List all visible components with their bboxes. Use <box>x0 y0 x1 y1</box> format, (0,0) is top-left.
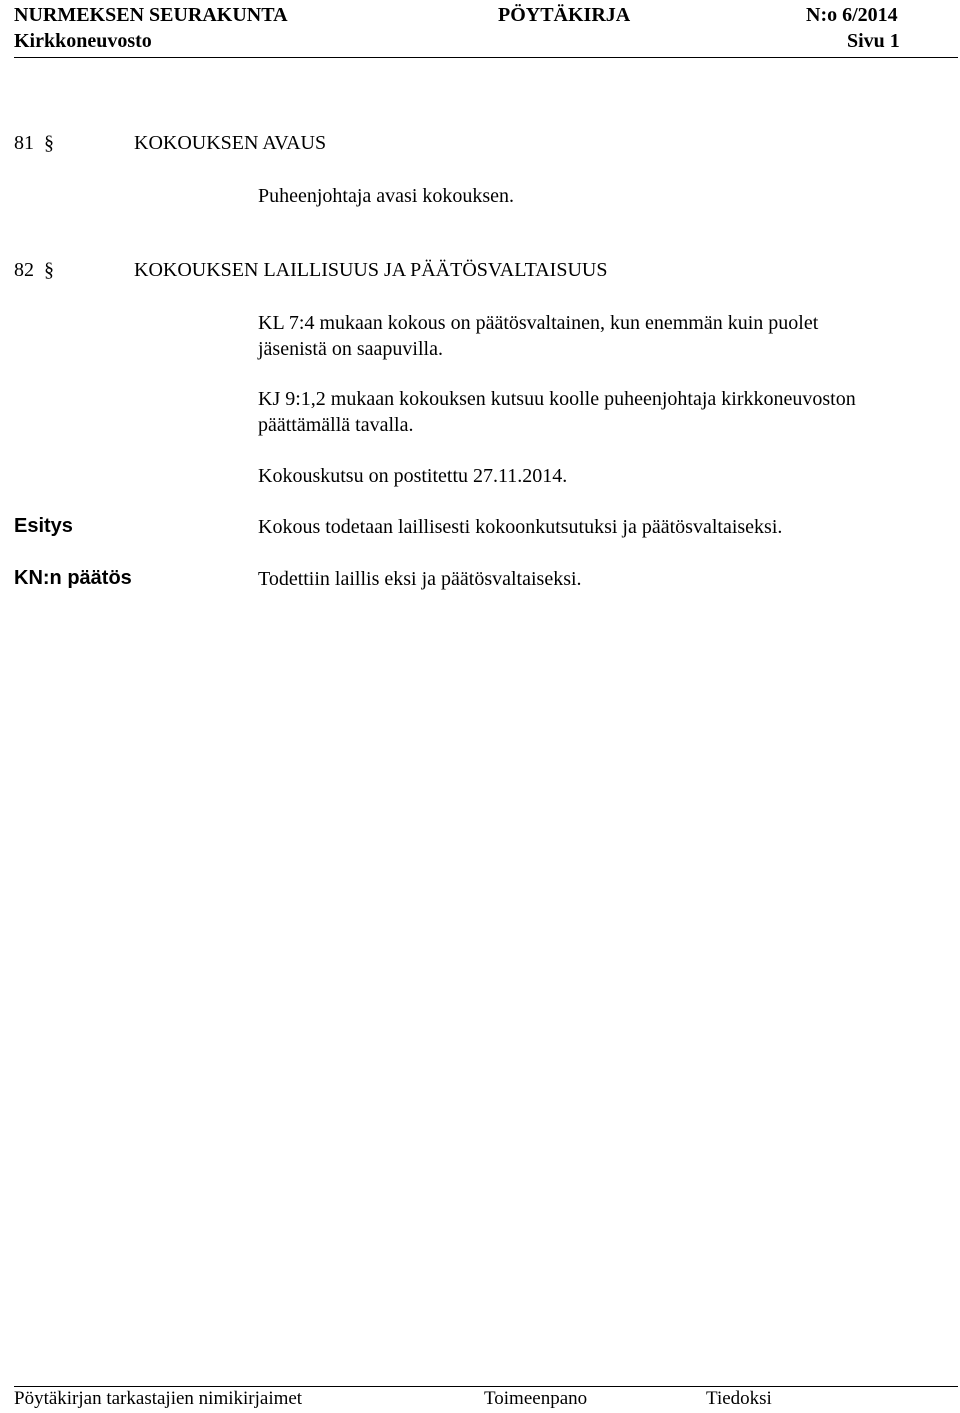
header-divider <box>14 57 958 58</box>
proposal-label: Esitys <box>14 515 73 537</box>
section-81-number: 81 <box>14 132 34 154</box>
section-82-paragraph-line: jäsenistä on saapuvilla. <box>258 338 443 360</box>
section-81-title: KOKOUKSEN AVAUS <box>134 132 327 154</box>
section-82-title: KOKOUKSEN LAILLISUUS JA PÄÄTÖSVALTAISUUS <box>134 259 608 281</box>
section-82-symbol: § <box>44 259 54 281</box>
document-type: PÖYTÄKIRJA <box>498 4 631 26</box>
section-82-paragraph-line: päättämällä tavalla. <box>258 414 414 436</box>
section-82-paragraph-line: KJ 9:1,2 mukaan kokouksen kutsuu koolle puheenjohtaja kirkkoneuvoston <box>258 388 856 410</box>
footer-notice-label: Tiedoksi <box>706 1388 772 1409</box>
proposal-text: Kokous todetaan laillisesti kokoonkutsutuksi ja päätösvaltaiseksi. <box>258 516 783 538</box>
decision-label: KN:n päätös <box>14 567 132 589</box>
footer-execution-label: Toimeenpano <box>484 1388 588 1409</box>
footer-initials-label: Pöytäkirjan tarkastajien nimikirjaimet <box>14 1388 303 1409</box>
footer-divider <box>14 1386 958 1387</box>
section-82-number: 82 <box>14 259 34 281</box>
organization-name: NURMEKSEN SEURAKUNTA <box>14 4 288 26</box>
section-81-paragraph: Puheenjohtaja avasi kokouksen. <box>258 185 515 207</box>
document-number: N:o 6/2014 <box>806 4 898 26</box>
meeting-body-name: Kirkkoneuvosto <box>14 30 152 52</box>
decision-text: Todettiin laillis eksi ja päätösvaltaiseksi. <box>258 568 582 590</box>
section-82-paragraph-line: KL 7:4 mukaan kokous on päätösvaltainen, kun enemmän kuin puolet <box>258 312 819 334</box>
section-81-symbol: § <box>44 132 54 154</box>
page-number: Sivu 1 <box>847 30 900 52</box>
section-82-paragraph-line: Kokouskutsu on postitettu 27.11.2014. <box>258 465 568 487</box>
